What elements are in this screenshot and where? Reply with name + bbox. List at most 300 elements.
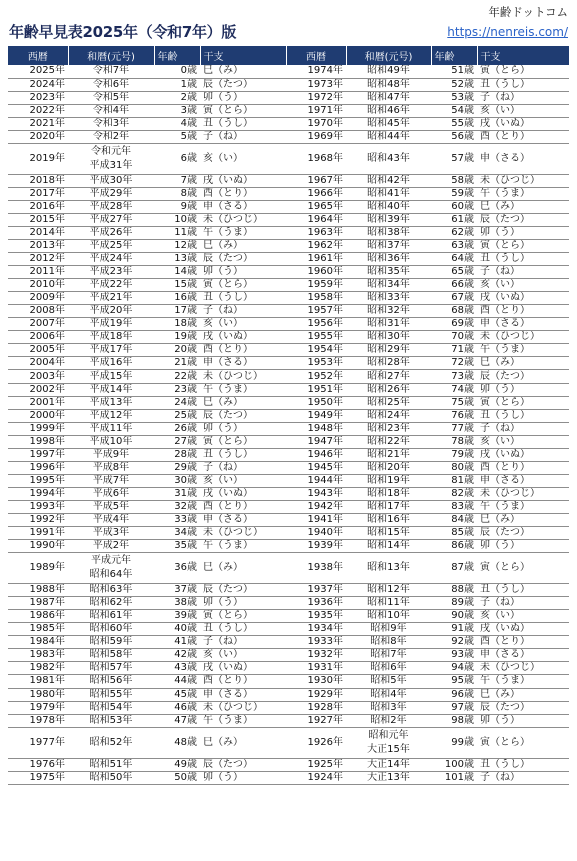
cell-ad-year: 1937年 (286, 584, 346, 597)
cell-age: 50歳 (154, 771, 200, 784)
cell-ad-year: 2007年 (8, 318, 68, 331)
cell-age: 68歳 (431, 305, 477, 318)
cell-era-year: 平成22年 (68, 279, 154, 292)
cell-age: 21歳 (154, 357, 200, 370)
cell-age: 82歳 (431, 487, 477, 500)
cell-age: 69歳 (431, 318, 477, 331)
cell-eto: 申（さる） (200, 514, 286, 527)
cell-age: 101歳 (431, 771, 477, 784)
cell-ad-year: 2019年 (8, 143, 68, 174)
cell-ad-year: 1974年 (286, 65, 346, 78)
cell-ad-year: 2009年 (8, 292, 68, 305)
cell-era-year: 昭和59年 (68, 636, 154, 649)
cell-ad-year: 2016年 (8, 200, 68, 213)
cell-ad-year: 1934年 (286, 623, 346, 636)
age-table (8, 46, 569, 785)
cell-eto: 申（さる） (200, 688, 286, 701)
cell-ad-year: 1984年 (8, 636, 68, 649)
cell-age: 56歳 (431, 130, 477, 143)
table-row (8, 610, 569, 623)
cell-eto: 辰（たつ） (477, 370, 569, 383)
cell-era-year: 昭和20年 (346, 461, 431, 474)
cell-era-year: 昭和31年 (346, 318, 431, 331)
cell-ad-year: 2005年 (8, 344, 68, 357)
cell-age: 89歳 (431, 597, 477, 610)
cell-age: 76歳 (431, 409, 477, 422)
cell-era-year: 昭和18年 (346, 487, 431, 500)
cell-era-year: 平成20年 (68, 305, 154, 318)
cell-eto: 巳（み） (200, 727, 286, 758)
table-row (8, 688, 569, 701)
cell-era-year: 昭和36年 (346, 253, 431, 266)
table-row (8, 540, 569, 553)
cell-eto: 申（さる） (477, 143, 569, 174)
table-row (8, 584, 569, 597)
cell-eto: 亥（い） (200, 649, 286, 662)
cell-era-year: 令和3年 (68, 117, 154, 130)
cell-era-year: 平成18年 (68, 331, 154, 344)
cell-age: 33歳 (154, 514, 200, 527)
cell-ad-year: 1959年 (286, 279, 346, 292)
cell-eto: 酉（とり） (200, 187, 286, 200)
cell-eto: 午（うま） (477, 500, 569, 513)
page-title: 年齢早見表2025年（令和7年）版 (9, 23, 237, 41)
cell-age: 47歳 (154, 714, 200, 727)
cell-age: 5歳 (154, 130, 200, 143)
cell-eto: 亥（い） (200, 474, 286, 487)
cell-age: 95歳 (431, 675, 477, 688)
table-row (8, 200, 569, 213)
cell-age: 3歳 (154, 104, 200, 117)
cell-era-year: 昭和54年 (68, 701, 154, 714)
cell-era-year: 昭和41年 (346, 187, 431, 200)
cell-eto: 丑（うし） (477, 78, 569, 91)
cell-ad-year: 2015年 (8, 213, 68, 226)
cell-era-year: 令和2年 (68, 130, 154, 143)
cell-eto: 子（ね） (477, 597, 569, 610)
cell-eto: 未（ひつじ） (200, 701, 286, 714)
cell-age: 75歳 (431, 396, 477, 409)
column-header-ad: 西暦 (8, 46, 68, 65)
cell-eto: 寅（とら） (200, 279, 286, 292)
cell-eto: 戌（いぬ） (477, 448, 569, 461)
cell-era-year: 昭和35年 (346, 266, 431, 279)
cell-eto: 戌（いぬ） (200, 487, 286, 500)
cell-ad-year: 2020年 (8, 130, 68, 143)
cell-ad-year: 1989年 (8, 553, 68, 584)
cell-era-year: 平成19年 (68, 318, 154, 331)
cell-ad-year: 1979年 (8, 701, 68, 714)
cell-age: 11歳 (154, 226, 200, 239)
cell-ad-year: 2012年 (8, 253, 68, 266)
table-row (8, 662, 569, 675)
cell-age: 85歳 (431, 527, 477, 540)
cell-ad-year: 2008年 (8, 305, 68, 318)
cell-ad-year: 1938年 (286, 553, 346, 584)
cell-ad-year: 1930年 (286, 675, 346, 688)
cell-era-year: 令和4年 (68, 104, 154, 117)
cell-age: 88歳 (431, 584, 477, 597)
cell-era-year (346, 727, 431, 758)
cell-eto: 子（ね） (200, 636, 286, 649)
cell-ad-year: 1972年 (286, 91, 346, 104)
table-row (8, 701, 569, 714)
cell-eto: 午（うま） (477, 675, 569, 688)
cell-age: 59歳 (431, 187, 477, 200)
cell-ad-year: 2001年 (8, 396, 68, 409)
cell-ad-year: 1990年 (8, 540, 68, 553)
cell-age: 17歳 (154, 305, 200, 318)
cell-ad-year: 1995年 (8, 474, 68, 487)
cell-eto: 申（さる） (200, 357, 286, 370)
cell-age: 94歳 (431, 662, 477, 675)
cell-era-year: 平成17年 (68, 344, 154, 357)
cell-age: 29歳 (154, 461, 200, 474)
cell-eto: 巳（み） (477, 514, 569, 527)
cell-ad-year: 1981年 (8, 675, 68, 688)
cell-age: 86歳 (431, 540, 477, 553)
era-line: 大正15年 (367, 743, 410, 755)
cell-ad-year: 1994年 (8, 487, 68, 500)
table-row (8, 117, 569, 130)
cell-eto: 戌（いぬ） (200, 662, 286, 675)
cell-eto: 戌（いぬ） (477, 292, 569, 305)
cell-age: 4歳 (154, 117, 200, 130)
cell-age: 81歳 (431, 474, 477, 487)
cell-era-year: 大正13年 (346, 771, 431, 784)
cell-eto: 巳（み） (200, 240, 286, 253)
cell-eto: 卯（う） (477, 714, 569, 727)
cell-ad-year: 1991年 (8, 527, 68, 540)
cell-era-year: 平成26年 (68, 226, 154, 239)
cell-era-year: 昭和16年 (346, 514, 431, 527)
cell-era-year: 令和6年 (68, 78, 154, 91)
cell-age: 74歳 (431, 383, 477, 396)
cell-era-year: 昭和51年 (68, 758, 154, 771)
era-line: 昭和64年 (89, 569, 133, 581)
cell-era-year: 昭和28年 (346, 357, 431, 370)
cell-era-year: 昭和12年 (346, 584, 431, 597)
cell-ad-year: 1946年 (286, 448, 346, 461)
site-url-link[interactable]: https://nenreis.com/ (447, 25, 568, 39)
cell-ad-year: 1957年 (286, 305, 346, 318)
cell-eto: 未（ひつじ） (477, 487, 569, 500)
cell-age: 79歳 (431, 448, 477, 461)
cell-ad-year: 2018年 (8, 174, 68, 187)
cell-eto: 戌（いぬ） (477, 623, 569, 636)
cell-era-year: 昭和40年 (346, 200, 431, 213)
cell-era-year: 平成29年 (68, 187, 154, 200)
table-row (8, 675, 569, 688)
table-row (8, 623, 569, 636)
table-row (8, 78, 569, 91)
cell-era-year: 昭和34年 (346, 279, 431, 292)
column-header-eto: 干支 (200, 46, 286, 65)
cell-ad-year: 2023年 (8, 91, 68, 104)
cell-ad-year: 1927年 (286, 714, 346, 727)
cell-eto: 子（ね） (200, 130, 286, 143)
cell-ad-year: 1940年 (286, 527, 346, 540)
cell-eto: 亥（い） (200, 143, 286, 174)
cell-age: 51歳 (431, 65, 477, 78)
cell-age: 35歳 (154, 540, 200, 553)
cell-eto: 辰（たつ） (477, 701, 569, 714)
cell-era-year: 令和5年 (68, 91, 154, 104)
cell-eto: 亥（い） (477, 610, 569, 623)
cell-era-year: 昭和19年 (346, 474, 431, 487)
cell-ad-year: 1967年 (286, 174, 346, 187)
column-header-era: 和暦(元号) (68, 46, 154, 65)
cell-ad-year: 1942年 (286, 500, 346, 513)
table-row (8, 91, 569, 104)
cell-era-year: 昭和43年 (346, 143, 431, 174)
table-row (8, 143, 569, 174)
cell-age: 65歳 (431, 266, 477, 279)
cell-era-year: 平成9年 (68, 448, 154, 461)
cell-era-year: 昭和22年 (346, 435, 431, 448)
table-body (8, 65, 569, 784)
cell-ad-year: 1965年 (286, 200, 346, 213)
cell-age: 72歳 (431, 357, 477, 370)
cell-eto: 丑（うし） (200, 292, 286, 305)
cell-eto: 申（さる） (477, 474, 569, 487)
cell-age: 97歳 (431, 701, 477, 714)
table-row (8, 435, 569, 448)
cell-eto: 巳（み） (477, 200, 569, 213)
cell-era-year: 昭和52年 (68, 727, 154, 758)
cell-eto: 巳（み） (200, 65, 286, 78)
cell-era-year: 昭和29年 (346, 344, 431, 357)
cell-ad-year: 1947年 (286, 435, 346, 448)
cell-eto: 寅（とら） (477, 65, 569, 78)
table-row (8, 279, 569, 292)
era-line: 令和元年 (91, 145, 131, 157)
cell-ad-year: 2017年 (8, 187, 68, 200)
cell-era-year: 昭和46年 (346, 104, 431, 117)
table-row (8, 396, 569, 409)
cell-era-year: 平成14年 (68, 383, 154, 396)
cell-era-year: 平成21年 (68, 292, 154, 305)
cell-ad-year: 1953年 (286, 357, 346, 370)
cell-eto: 未（ひつじ） (477, 174, 569, 187)
cell-eto: 未（ひつじ） (477, 331, 569, 344)
cell-era-year: 平成15年 (68, 370, 154, 383)
cell-age: 46歳 (154, 701, 200, 714)
cell-ad-year: 1939年 (286, 540, 346, 553)
cell-eto: 午（うま） (477, 344, 569, 357)
cell-age: 77歳 (431, 422, 477, 435)
cell-eto: 丑（うし） (200, 448, 286, 461)
cell-age: 30歳 (154, 474, 200, 487)
cell-age: 91歳 (431, 623, 477, 636)
table-row (8, 487, 569, 500)
cell-era-year: 昭和48年 (346, 78, 431, 91)
table-row (8, 474, 569, 487)
cell-ad-year: 1986年 (8, 610, 68, 623)
table-row (8, 305, 569, 318)
cell-age: 92歳 (431, 636, 477, 649)
cell-era-year: 平成30年 (68, 174, 154, 187)
cell-ad-year: 1997年 (8, 448, 68, 461)
cell-era-year: 平成5年 (68, 500, 154, 513)
table-row (8, 240, 569, 253)
cell-era-year: 昭和14年 (346, 540, 431, 553)
table-row (8, 65, 569, 78)
table-row (8, 370, 569, 383)
cell-age: 63歳 (431, 240, 477, 253)
cell-era-year: 昭和44年 (346, 130, 431, 143)
cell-ad-year: 1970年 (286, 117, 346, 130)
cell-ad-year: 2014年 (8, 226, 68, 239)
table-row (8, 104, 569, 117)
table-row (8, 527, 569, 540)
cell-eto: 未（ひつじ） (200, 370, 286, 383)
table-row (8, 187, 569, 200)
cell-ad-year: 2010年 (8, 279, 68, 292)
cell-era-year: 平成4年 (68, 514, 154, 527)
cell-eto: 丑（うし） (477, 584, 569, 597)
cell-eto: 午（うま） (200, 383, 286, 396)
cell-ad-year: 2011年 (8, 266, 68, 279)
cell-age: 71歳 (431, 344, 477, 357)
cell-ad-year: 1949年 (286, 409, 346, 422)
table-row (8, 422, 569, 435)
column-header-eto: 干支 (477, 46, 569, 65)
table-row (8, 292, 569, 305)
cell-ad-year: 1924年 (286, 771, 346, 784)
cell-era-year: 昭和61年 (68, 610, 154, 623)
cell-era-year: 昭和23年 (346, 422, 431, 435)
cell-ad-year: 1961年 (286, 253, 346, 266)
cell-age: 16歳 (154, 292, 200, 305)
cell-eto: 丑（うし） (477, 758, 569, 771)
cell-era-year: 昭和60年 (68, 623, 154, 636)
cell-era-year: 平成13年 (68, 396, 154, 409)
cell-eto: 辰（たつ） (477, 213, 569, 226)
cell-eto: 卯（う） (200, 91, 286, 104)
era-line: 平成31年 (89, 159, 133, 171)
cell-eto: 申（さる） (477, 318, 569, 331)
cell-era-year: 昭和45年 (346, 117, 431, 130)
cell-age: 41歳 (154, 636, 200, 649)
cell-era-year: 昭和13年 (346, 553, 431, 584)
cell-ad-year: 1988年 (8, 584, 68, 597)
cell-ad-year: 1960年 (286, 266, 346, 279)
cell-era-year: 昭和30年 (346, 331, 431, 344)
cell-eto: 亥（い） (477, 435, 569, 448)
table-row (8, 383, 569, 396)
cell-ad-year: 1936年 (286, 597, 346, 610)
cell-era-year: 昭和6年 (346, 662, 431, 675)
cell-age: 45歳 (154, 688, 200, 701)
cell-era-year (68, 143, 154, 174)
cell-eto: 巳（み） (477, 357, 569, 370)
cell-eto: 子（ね） (477, 771, 569, 784)
cell-era-year: 昭和15年 (346, 527, 431, 540)
cell-age: 84歳 (431, 514, 477, 527)
cell-age: 7歳 (154, 174, 200, 187)
cell-eto: 辰（たつ） (200, 584, 286, 597)
cell-era-year: 昭和56年 (68, 675, 154, 688)
table-row (8, 500, 569, 513)
cell-age: 32歳 (154, 500, 200, 513)
cell-eto: 酉（とり） (477, 130, 569, 143)
cell-ad-year: 1968年 (286, 143, 346, 174)
cell-eto: 丑（うし） (477, 409, 569, 422)
table-row (8, 514, 569, 527)
cell-eto: 辰（たつ） (200, 409, 286, 422)
cell-age: 70歳 (431, 331, 477, 344)
cell-ad-year: 2022年 (8, 104, 68, 117)
cell-eto: 亥（い） (200, 318, 286, 331)
cell-age: 53歳 (431, 91, 477, 104)
cell-ad-year: 2000年 (8, 409, 68, 422)
cell-ad-year: 2002年 (8, 383, 68, 396)
cell-era-year: 昭和57年 (68, 662, 154, 675)
table-row (8, 266, 569, 279)
cell-ad-year: 1969年 (286, 130, 346, 143)
cell-age: 24歳 (154, 396, 200, 409)
cell-age: 25歳 (154, 409, 200, 422)
cell-ad-year: 1925年 (286, 758, 346, 771)
cell-ad-year: 1992年 (8, 514, 68, 527)
cell-eto: 申（さる） (477, 649, 569, 662)
cell-era-year: 昭和8年 (346, 636, 431, 649)
table-row (8, 758, 569, 771)
cell-age: 78歳 (431, 435, 477, 448)
cell-ad-year: 1935年 (286, 610, 346, 623)
cell-age: 54歳 (431, 104, 477, 117)
cell-eto: 辰（たつ） (477, 527, 569, 540)
cell-eto: 寅（とら） (200, 610, 286, 623)
cell-ad-year: 1963年 (286, 226, 346, 239)
column-header-ad: 西暦 (286, 46, 346, 65)
cell-age: 44歳 (154, 675, 200, 688)
cell-era-year: 昭和42年 (346, 174, 431, 187)
cell-age: 43歳 (154, 662, 200, 675)
cell-ad-year: 1964年 (286, 213, 346, 226)
table-row (8, 771, 569, 784)
cell-age: 60歳 (431, 200, 477, 213)
cell-age: 12歳 (154, 240, 200, 253)
cell-era-year: 昭和17年 (346, 500, 431, 513)
cell-ad-year: 2021年 (8, 117, 68, 130)
cell-era-year: 昭和38年 (346, 226, 431, 239)
cell-ad-year: 1975年 (8, 771, 68, 784)
table-row (8, 636, 569, 649)
cell-eto: 戌（いぬ） (477, 117, 569, 130)
site-name: 年齢ドットコム (488, 5, 568, 19)
cell-ad-year: 1956年 (286, 318, 346, 331)
cell-age: 57歳 (431, 143, 477, 174)
cell-age: 13歳 (154, 253, 200, 266)
cell-era-year: 昭和3年 (346, 701, 431, 714)
cell-eto: 巳（み） (200, 396, 286, 409)
cell-age: 15歳 (154, 279, 200, 292)
cell-ad-year: 1929年 (286, 688, 346, 701)
cell-era-year: 平成24年 (68, 253, 154, 266)
cell-age: 80歳 (431, 461, 477, 474)
cell-ad-year: 1980年 (8, 688, 68, 701)
table-row (8, 409, 569, 422)
cell-ad-year: 1933年 (286, 636, 346, 649)
cell-eto: 卯（う） (200, 266, 286, 279)
cell-age: 9歳 (154, 200, 200, 213)
cell-eto: 亥（い） (477, 104, 569, 117)
cell-age: 40歳 (154, 623, 200, 636)
cell-age: 93歳 (431, 649, 477, 662)
cell-eto: 卯（う） (200, 597, 286, 610)
